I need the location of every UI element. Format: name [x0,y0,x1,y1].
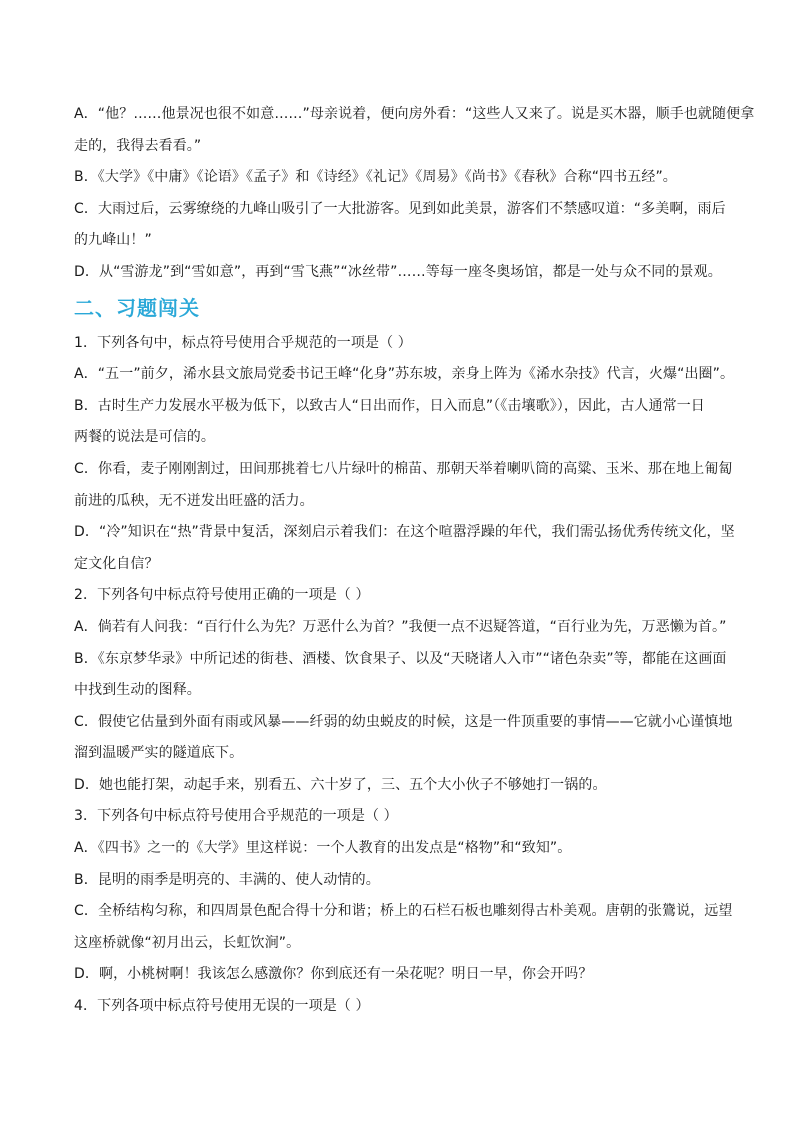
question-1-stem: 1．下列各句中，标点符号使用合乎规范的一项是（ ） [74,334,412,351]
question-2-option-c-line-2: 溜到温暖严实的隧道底下。 [74,745,244,762]
question-2-option-c-line-1: C．假使它估量到外面有雨或风暴——纤弱的幼虫蜕皮的时候，这是一件顶重要的事情——它就小心谨慎地 [74,713,733,730]
question-2-option-b-line-2: 中找到生动的图释。 [74,682,201,699]
intro-option-a-line-1: A．“他？……他景况也很不如意……”母亲说着，便向房外看：“这些人又来了。说是买木器，顺手也就随便拿 [74,106,755,122]
question-2 [74,580,733,801]
question-2-option-a-line-1: A．倘若有人问我：“百行什么为先？万恶什么为首？”我便一点不迟疑答道，“百行业为先，万恶懒为首。” [74,618,727,635]
intro-option-c-line-2: 的九峰山！” [74,232,152,249]
question-2-stem: 2．下列各句中标点符号使用正确的一项是（ ） [74,587,370,604]
intro-options [74,99,755,289]
intro-option-b-line-1: B．《大学》《中庸》《论语》《孟子》和《诗经》《礼记》《周易》《尚书》《春秋》合称“四书五经”。 [74,169,677,186]
section-heading: 二、习题闯关 [74,295,200,320]
question-1-option-b-line-2: 两餐的说法是可信的。 [74,429,215,446]
question-1-option-c-line-1: C．你看，麦子刚刚割过，田间那挑着七八片绿叶的棉苗、那朝天举着喇叭筒的高粱、玉米、那在地上匍匐 [74,460,733,477]
question-1-option-d-line-2: 定文化自信？ [74,555,159,572]
intro-option-c-line-1: C．大雨过后，云雾缭绕的九峰山吸引了一大批游客。见到如此美景，游客们不禁感叹道：“多美啊，雨后 [74,200,726,217]
question-1-option-d-line-1: D．“冷”知识在“热”背景中复活，深刻启示着我们：在这个喧嚣浮躁的年代，我们需弘扬优秀传统文化，坚 [74,524,735,541]
question-4 [74,991,724,1023]
question-2-option-b-line-1: B．《东京梦华录》中所记述的街巷、酒楼、饮食果子、以及“天晓诸人入市”“诸色杂卖”等，都能在这画面 [74,650,727,667]
question-3-stem: 3．下列各句中标点符号使用合乎规范的一项是（ ） [74,808,398,825]
question-1-option-a-line-1: A．“五一”前夕，浠水县文旅局党委书记王峰“化身”苏东坡，亲身上阵为《浠水杂技》代言，火爆“出圈”。 [74,366,735,383]
intro-option-a-line-2: 走的，我得去看看。” [74,137,202,154]
document-content [74,99,755,1023]
question-4-stem: 4．下列各项中标点符号使用无误的一项是（ ） [74,998,370,1015]
question-1-option-b-line-1: B．古时生产力发展水平极为低下，以致古人“日出而作，日入而息”（《击壤歌》），因此，古人通常一日 [74,397,705,414]
question-3-option-a-line-1: A．《四书》之一的《大学》里这样说：一个人教育的出发点是“格物”和“致知”。 [74,840,572,857]
question-2-option-d-line-1: D．她也能打架，动起手来，别看五、六十岁了，三、五个大小伙子不够她打一锅的。 [74,776,607,793]
question-3-option-b-line-1: B．昆明的雨季是明亮的、丰满的、使人动情的。 [74,871,380,888]
intro-option-d-line-1: D．从“雪游龙”到“雪如意”，再到“雪飞燕”“冰丝带”……等每一座冬奥场馆，都是一处与众不同的景观。 [74,263,722,280]
question-3-option-d-line-1: D．啊，小桃树啊！我该怎么感激你？你到底还有一朵花呢？明日一早，你会开吗？ [74,966,593,983]
question-1 [74,328,735,581]
question-3 [74,801,733,991]
question-1-option-c-line-2: 前进的瓜秧，无不迸发出旺盛的活力。 [74,492,314,509]
question-3-option-c-line-2: 这座桥就像“初月出云，长虹饮涧”。 [74,934,301,951]
question-3-option-c-line-1: C．全桥结构匀称，和四周景色配合得十分和谐；桥上的石栏石板也雕刻得古朴美观。唐朝的张鷟说，远望 [74,903,733,920]
